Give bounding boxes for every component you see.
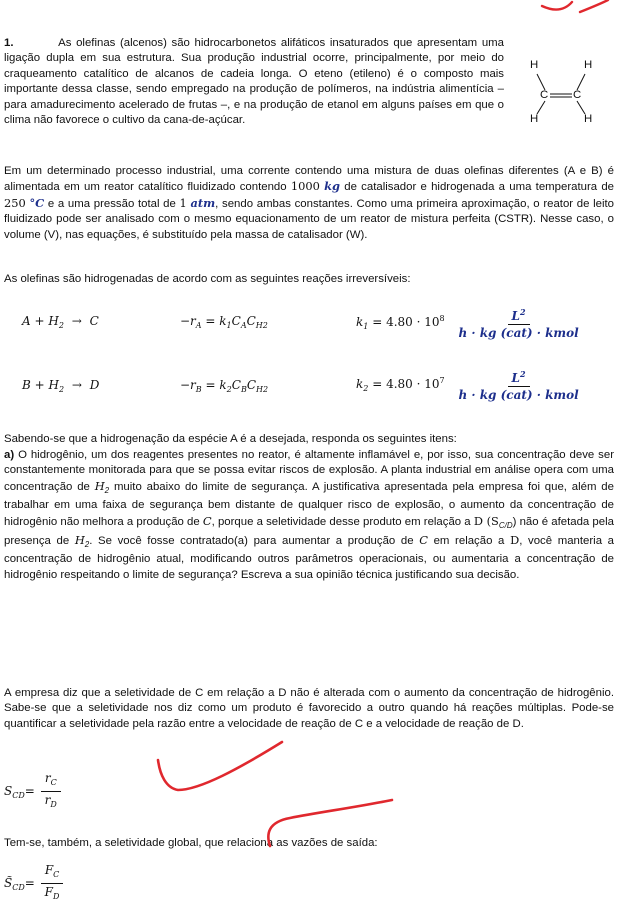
process-text-c: e a uma pressão total de	[47, 197, 176, 210]
process-text-b: de catalisador e hidrogenada a uma temperatura de	[344, 181, 615, 194]
question-number: 1.	[4, 37, 14, 49]
item-a-paragraph: a) O hidrogênio, um dos reagentes presentes no reator, é altamente inflamável e, por isso, sua concentração deve ser constantemente monitorada para que se possa evitar riscos de explosão. A planta industrial em análise opera com uma concentração de $H_2$ muito abaixo do limite de segurança. A justificativa apresentada pela empresa foi que, além de trabalhar em uma faixa de segurança bem distante de qualquer risco de explosão, o aumento da concentração de hidrogênio não melhora a produção de C, porque a seletividade desse produto em relação a D $(S_{C/D})$ não é afetada pela presença de $H_2$. Se você fosse contratado(a) para aumentar a produção de C em relação a D, você manteria a concentração de hidrogênio atual, modificando outros parâmetros operacionais, ou aumentaria a concentração de hidrogênio respeitando o limite de segurança? Escreva a sua opinião técnica justificando sua decisão.	[4, 449, 615, 581]
ethene-structure	[528, 56, 598, 126]
reaction-1-equation: $A + H_2 \to C$	[22, 314, 99, 330]
atom-c-right: C	[573, 89, 582, 101]
atom-h-bottom-right: H	[584, 113, 593, 125]
intro-paragraph	[4, 36, 504, 128]
intro-text: As olefinas (alcenos) são hidrocarbonetos alifáticos insaturados que apresentam uma ligação dupla em sua estrutura. Sua produção industrial ocorre, principalmente, por meio do craqueamento catalítico de alcanos de cadeia longa. O eteno (etileno) é o composto mais importante dessa classe, sendo empregado na produção de polímeros, na indústria alimentícia – para amadurecimento acelerado de frutas –, e na produção de etanol em alguns países em que o clima não favorece o cultivo da cana-de-açúcar.	[4, 37, 504, 127]
answer-paragraph-1: A empresa diz que a seletividade de C em relação a D não é alterada com o aumento da concentração de hidrogênio. Sabe-se que a seletividade nos diz como um produto é favorecido a outro quando há reações múltiplas. Pode-se quantificar a seletividade pela razão entre a velocidade de reação de C e a velocidade de reação de D.	[4, 687, 614, 730]
atom-h-top-right: H	[584, 59, 593, 71]
process-text-d: , sendo ambas constantes. Como uma primeira aproximação, o reator de leito fluidizado pode ser analisado com o mesmo equacionamento de um reator de mistura perfeita (CSTR). Nesse caso, o volume (V), nas equações, é substituído pela massa de catalisador (W).	[4, 197, 615, 241]
ink-checkmark-1	[158, 742, 282, 790]
answer-paragraph-2: Tem-se, também, a seletividade global, que relaciona as vazões de saída:	[4, 837, 378, 849]
process-paragraph	[4, 164, 614, 243]
ink-stroke-top	[542, 0, 608, 12]
temp-unit: °C	[29, 195, 45, 210]
reaction-1-rate: $-r_A = k_1C_AC_{H2}$	[180, 314, 268, 330]
press-value: 1	[179, 195, 187, 210]
atom-h-bottom-left: H	[530, 113, 539, 125]
reaction-2-rate: $-r_B = k_2C_BC_{H2}$	[180, 378, 269, 394]
instructions-text: Sabendo-se que a hidrogenação da espécie A é a desejada, responda os seguintes itens:	[4, 433, 457, 445]
atom-c-left: C	[540, 89, 549, 101]
reaction-2-constant: $k_2 = 4.80 \cdot 10^7$ $\frac{L^2}{\text{h · kg (cat) · kmol}}$	[356, 366, 583, 403]
mass-unit: kg	[324, 179, 340, 194]
process-text-a: Em um determinado processo industrial, uma corrente contendo uma mistura de duas olefinas diferentes (A e B) é alimentada em um reator catalítico fluidizado contendo	[4, 165, 614, 194]
reaction-2-equation: $B + H_2 \to D$	[22, 378, 100, 394]
press-unit: atm	[190, 195, 216, 210]
global-selectivity-equation: $S̃_{CD}=$ $\frac{F_C}{F_D}$	[4, 862, 63, 905]
item-a-label: a)	[4, 449, 15, 461]
mass-value: 1000	[290, 179, 320, 194]
selectivity-equation: $S_{CD}=$ $\frac{r_C}{r_D}$	[4, 770, 61, 813]
reaction-1-constant: $k_1 = 4.80 \cdot 10^8$ $\frac{L^2}{\text{h · kg (cat) · kmol}}$	[356, 304, 583, 341]
reactions-intro: As olefinas são hidrogenadas de acordo com as seguintes reações irreversíveis:	[4, 273, 411, 285]
atom-h-top-left: H	[530, 59, 539, 71]
temp-value: 250	[4, 195, 26, 210]
